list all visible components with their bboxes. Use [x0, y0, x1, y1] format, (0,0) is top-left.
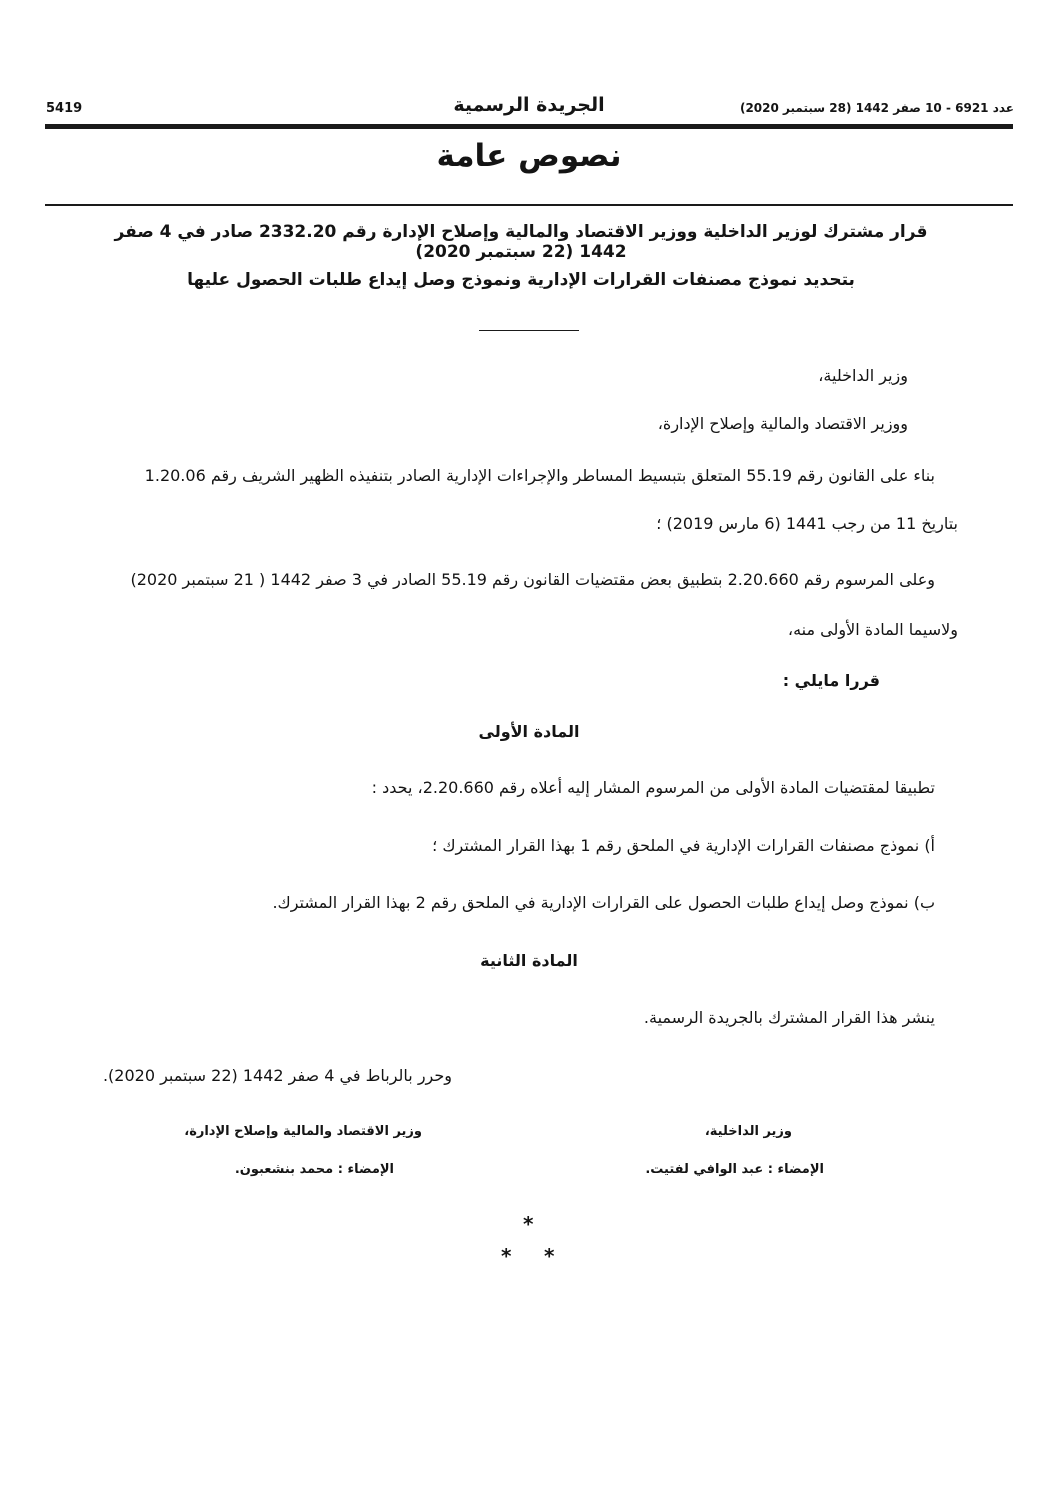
basis-decree-line1: وعلى المرسوم رقم 2.20.660 بتطبيق بعض مقتضيات القانون رقم 55.19 الصادر في 3 صفر 1442 ( 21 سبتمبر 2020) [130, 570, 935, 589]
separator-star: * [523, 1212, 534, 1236]
decree-title-line2: بتحديد نموذج مصنفات القرارات الإدارية ونموذج وصل إيداع طلبات الحصول عليها [187, 270, 855, 290]
separator-star: * [544, 1244, 555, 1268]
signature-left-title: وزير الاقتصاد والمالية وإصلاح الإدارة، [184, 1124, 422, 1139]
article-2-text: ينشر هذا القرار المشترك بالجريدة الرسمية. [643, 1008, 935, 1027]
gazette-title: الجريدة الرسمية [453, 94, 605, 116]
signature-right-title: وزير الداخلية، [704, 1124, 792, 1139]
separator-star: * [501, 1244, 512, 1268]
decree-title-line1: قرار مشترك لوزير الداخلية ووزير الاقتصاد والمالية وإصلاح الإدارة رقم 2332.20 صادر في 4 صفر 1442 (22 سبتمبر 2020) [114, 222, 928, 262]
basis-decree-line2: ولاسيما المادة الأولى منه، [787, 620, 958, 639]
article-1-text: تطبيقا لمقتضيات المادة الأولى من المرسوم المشار إليه أعلاه رقم 2.20.660، يحدد : [371, 778, 935, 797]
basis-law-line2: بتاريخ 11 من رجب 1441 (6 مارس 2019) ؛ [656, 514, 958, 533]
basis-law-line1: بناء على القانون رقم 55.19 المتعلق بتبسيط المساطر والإجراءات الإدارية الصادر بتنفيذه الظهير الشريف رقم 1.20.06 [144, 466, 935, 485]
signature-right-name: الإمضاء : عبد الوافي لفتيت. [645, 1162, 824, 1177]
header-rule [45, 124, 1013, 129]
article-1-heading: المادة الأولى [478, 722, 580, 741]
article-2-heading: المادة الثانية [480, 951, 578, 970]
section-title: نصوص عامة [436, 138, 622, 174]
signature-left-name: الإمضاء : محمد بنشعبون. [234, 1162, 394, 1177]
issue-info: عدد 6921 - 10 صفر 1442 (28 سبتمبر 2020) [739, 101, 1014, 115]
done-at-date: وحرر بالرباط في 4 صفر 1442 (22 سبتمبر 2020). [102, 1066, 452, 1085]
article-1-item-b: ب) نموذج وصل إيداع طلبات الحصول على القرارات الإدارية في الملحق رقم 2 بهذا القرار المشترك. [272, 893, 935, 912]
article-1-item-a: أ) نموذج مصنفات القرارات الإدارية في الملحق رقم 1 بهذا القرار المشترك ؛ [432, 836, 935, 855]
title-separator [479, 330, 579, 331]
preamble-minister-economy: ووزير الاقتصاد والمالية وإصلاح الإدارة، [657, 414, 908, 433]
decided-statement: قررا مايلي : [782, 671, 880, 690]
section-rule [45, 204, 1013, 206]
preamble-minister-interior: وزير الداخلية، [818, 366, 908, 385]
page-number: 5419 [46, 101, 83, 116]
